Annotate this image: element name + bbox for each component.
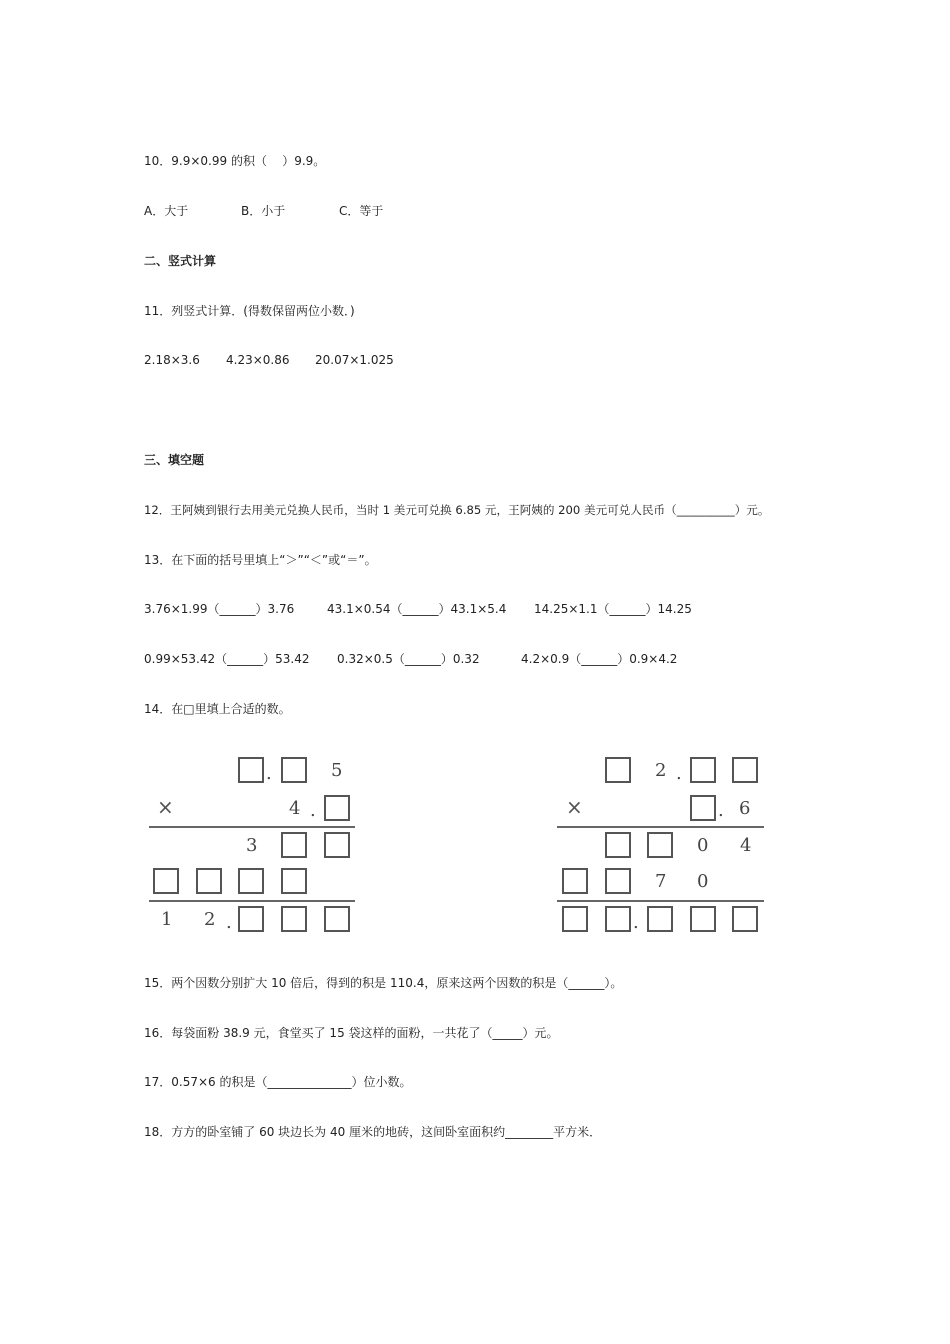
question-16-stem: 16．每袋面粉 38.9 元，食堂买了 15 袋这样的面粉，一共花了（_____）元。 bbox=[144, 1026, 559, 1040]
answer-box[interactable] bbox=[238, 868, 264, 894]
answer-box[interactable] bbox=[605, 868, 631, 894]
answer-box[interactable] bbox=[196, 868, 222, 894]
answer-box[interactable] bbox=[647, 832, 673, 858]
answer-box[interactable] bbox=[562, 906, 588, 932]
decimal-point: . bbox=[633, 912, 639, 933]
calc-item-1: 2.18×3.6 bbox=[144, 353, 200, 367]
given-digit: 6 bbox=[739, 798, 751, 819]
compare-item: 4.2×0.9（______）0.9×4.2 bbox=[521, 652, 678, 666]
multiply-sign: × bbox=[157, 795, 174, 819]
decimal-point: . bbox=[310, 800, 316, 821]
answer-box[interactable] bbox=[324, 832, 350, 858]
given-digit: 4 bbox=[740, 835, 752, 856]
calc-item-2: 4.23×0.86 bbox=[226, 353, 290, 367]
question-13-row-1 bbox=[144, 601, 744, 617]
section-2-heading: 二、竖式计算 bbox=[144, 254, 217, 268]
answer-box[interactable] bbox=[690, 795, 716, 821]
answer-box[interactable] bbox=[324, 795, 350, 821]
divider-line bbox=[557, 900, 764, 902]
question-13-stem: 13．在下面的括号里填上“＞”“＜”或“＝”。 bbox=[144, 553, 377, 567]
compare-item: 0.32×0.5（______）0.32 bbox=[337, 652, 480, 666]
divider-line bbox=[149, 900, 355, 902]
divider-line bbox=[149, 826, 355, 828]
answer-box[interactable] bbox=[281, 832, 307, 858]
question-11-stem: 11．列竖式计算．(得数保留两位小数．) bbox=[144, 304, 355, 318]
question-14-stem: 14．在□里填上合适的数。 bbox=[144, 702, 291, 716]
answer-box[interactable] bbox=[690, 906, 716, 932]
question-12-stem: 12．王阿姨到银行去用美元兑换人民币，当时 1 美元可兑换 6.85 元，王阿姨的 200 美元可兑人民币（__________）元。 bbox=[144, 503, 770, 517]
answer-box[interactable] bbox=[281, 906, 307, 932]
compare-item: 14.25×1.1（______）14.25 bbox=[534, 602, 692, 616]
question-18-stem: 18．方方的卧室铺了 60 块边长为 40 厘米的地砖，这间卧室面积约________平方米． bbox=[144, 1125, 602, 1139]
compare-item: 43.1×0.54（______）43.1×5.4 bbox=[327, 602, 507, 616]
answer-box[interactable] bbox=[732, 906, 758, 932]
answer-box[interactable] bbox=[238, 906, 264, 932]
given-digit: 2 bbox=[204, 909, 216, 930]
answer-box[interactable] bbox=[690, 757, 716, 783]
decimal-point: . bbox=[266, 763, 272, 784]
question-17-stem: 17．0.57×6 的积是（______________）位小数。 bbox=[144, 1075, 412, 1089]
given-digit: 5 bbox=[331, 760, 343, 781]
answer-box[interactable] bbox=[324, 906, 350, 932]
given-digit: 1 bbox=[161, 909, 173, 930]
answer-box[interactable] bbox=[153, 868, 179, 894]
answer-box[interactable] bbox=[238, 757, 264, 783]
answer-box[interactable] bbox=[281, 868, 307, 894]
answer-box[interactable] bbox=[647, 906, 673, 932]
option-a: A．大于 bbox=[144, 204, 189, 218]
given-digit: 7 bbox=[655, 871, 667, 892]
answer-box[interactable] bbox=[605, 757, 631, 783]
question-11-items bbox=[144, 352, 444, 368]
decimal-point: . bbox=[226, 912, 232, 933]
answer-box[interactable] bbox=[605, 832, 631, 858]
given-digit: 2 bbox=[655, 760, 667, 781]
answer-box[interactable] bbox=[605, 906, 631, 932]
compare-item: 0.99×53.42（______）53.42 bbox=[144, 652, 310, 666]
multiply-sign: × bbox=[566, 795, 583, 819]
given-digit: 4 bbox=[289, 798, 301, 819]
answer-box[interactable] bbox=[562, 868, 588, 894]
answer-box[interactable] bbox=[281, 757, 307, 783]
decimal-point: . bbox=[718, 800, 724, 821]
question-10-options bbox=[144, 203, 444, 219]
option-c: C．等于 bbox=[339, 204, 384, 218]
given-digit: 0 bbox=[697, 871, 709, 892]
given-digit: 3 bbox=[246, 835, 258, 856]
compare-item: 3.76×1.99（______）3.76 bbox=[144, 602, 295, 616]
given-digit: 0 bbox=[697, 835, 709, 856]
option-b: B．小于 bbox=[241, 204, 286, 218]
divider-line bbox=[557, 826, 764, 828]
question-15-stem: 15．两个因数分别扩大 10 倍后，得到的积是 110.4，原来这两个因数的积是（______）。 bbox=[144, 976, 623, 990]
decimal-point: . bbox=[676, 763, 682, 784]
calc-item-3: 20.07×1.025 bbox=[315, 353, 394, 367]
question-10-stem: 10．9.9×0.99 的积（ ）9.9。 bbox=[144, 154, 326, 168]
section-3-heading: 三、填空题 bbox=[144, 453, 205, 467]
question-13-row-2 bbox=[144, 651, 744, 667]
answer-box[interactable] bbox=[732, 757, 758, 783]
